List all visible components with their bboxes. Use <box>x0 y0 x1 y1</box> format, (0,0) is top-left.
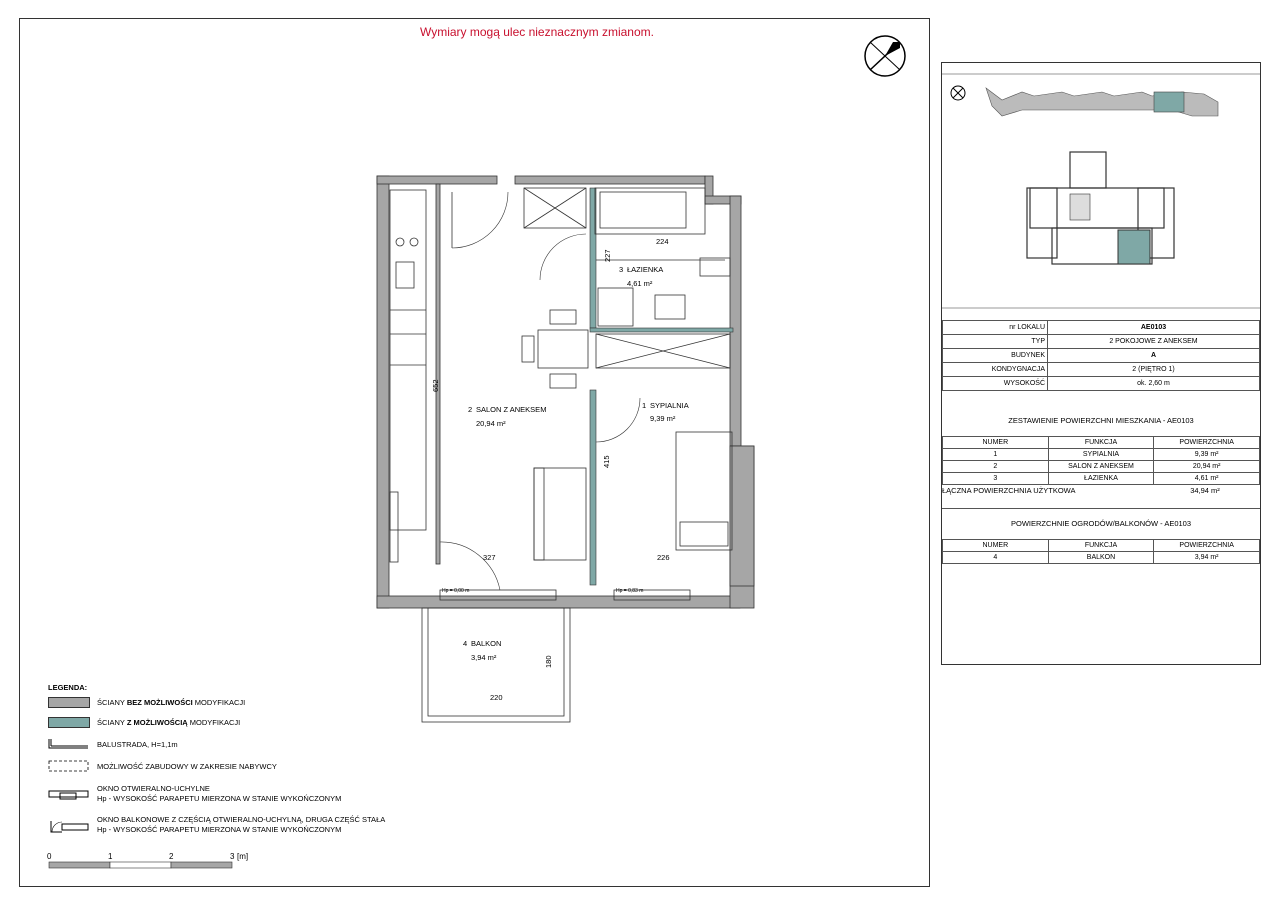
legend-window2: OKNO BALKONOWE Z CZĘŚCIĄ OTWIERALNO-UCHYLNĄ, DRUGA CZĘŚĆ STAŁA <box>97 815 386 824</box>
dim-415: 415 <box>602 455 611 468</box>
dim-652: 652 <box>431 379 440 392</box>
table-header: FUNKCJA <box>1048 540 1154 552</box>
info-row <box>943 349 1260 363</box>
info-table <box>942 320 1260 391</box>
legend-walls-mod: ŚCIANY Z MOŻLIWOŚCIĄ MODYFIKACJI <box>97 718 241 727</box>
legend-balustrade: BALUSTRADA, H=1,1m <box>97 740 178 749</box>
room-label-sypialnia <box>642 401 689 423</box>
legend-window2-hp: Hp - WYSOKOŚĆ PARAPETU MIERZONA W STANIE WYKOŃCZONYM <box>97 825 342 834</box>
svg-text:ŁAZIENKA: ŁAZIENKA <box>627 265 664 274</box>
summary-table <box>942 436 1260 485</box>
floor-plan <box>370 170 760 730</box>
info-label: WYSOKOŚĆ <box>943 377 1048 391</box>
legend-buildout: MOŻLIWOŚĆ ZABUDOWY W ZAKRESIE NABYWCY <box>97 762 277 771</box>
table-header: POWIERZCHNIA <box>1154 437 1260 449</box>
svg-text:SALON Z ANEKSEM: SALON Z ANEKSEM <box>476 405 547 414</box>
window-icon <box>48 788 90 800</box>
table-cell: SYPIALNIA <box>1048 449 1154 461</box>
info-row <box>943 335 1260 349</box>
svg-text:9,39 m²: 9,39 m² <box>650 414 676 423</box>
summary-total-label: ŁĄCZNA POWIERZCHNIA UŻYTKOWA <box>942 486 1076 495</box>
table-header: NUMER <box>943 540 1049 552</box>
svg-text:3: 3 <box>619 265 624 274</box>
dim-220: 220 <box>490 693 503 702</box>
svg-text:BALKON: BALKON <box>471 639 502 648</box>
info-value: ok. 2,60 m <box>1048 377 1260 391</box>
dim-327: 327 <box>483 553 496 562</box>
summary-title: ZESTAWIENIE POWIERZCHNI MIESZKANIA - AE0103 <box>1008 416 1194 425</box>
notice-text: Wymiary mogą ulec nieznacznym zmianom. <box>420 25 654 39</box>
divider <box>942 508 1260 509</box>
info-row <box>943 363 1260 377</box>
room-label-balkon <box>463 639 501 662</box>
scale-unit: [m] <box>237 852 249 861</box>
legend-window1: OKNO OTWIERALNO-UCHYLNE <box>97 784 210 793</box>
info-row <box>943 377 1260 391</box>
table-header-row <box>943 437 1260 449</box>
compass-small-icon <box>951 86 965 100</box>
scale-bar <box>44 850 264 874</box>
table-row <box>943 552 1260 564</box>
table-cell: 3,94 m² <box>1154 552 1260 564</box>
legend-title: LEGENDA: <box>48 683 88 692</box>
window-hp-1: Hp = 0,00 m <box>442 588 470 594</box>
scale-tick-1: 1 <box>108 852 113 861</box>
table-header: NUMER <box>943 437 1049 449</box>
table-cell: 9,39 m² <box>1154 449 1260 461</box>
balcony-window-icon <box>48 818 90 838</box>
north-arrow-icon <box>862 34 908 80</box>
summary-total-value: 34,94 m² <box>1190 486 1220 495</box>
dim-226: 226 <box>657 553 670 562</box>
table-row <box>943 461 1260 473</box>
table-cell: 3 <box>943 473 1049 485</box>
table-cell: 20,94 m² <box>1154 461 1260 473</box>
window-hp-2: Hp = 0,83 m <box>616 588 644 594</box>
svg-text:2: 2 <box>468 405 473 414</box>
key-plan <box>942 70 1260 310</box>
balustrade-icon <box>48 738 90 750</box>
table-cell: 1 <box>943 449 1049 461</box>
info-value: AE0103 <box>1048 321 1260 335</box>
table-cell: BALKON <box>1048 552 1154 564</box>
table-header: POWIERZCHNIA <box>1154 540 1260 552</box>
svg-text:4: 4 <box>463 639 468 648</box>
table-cell: 4,61 m² <box>1154 473 1260 485</box>
balcony-table <box>942 539 1260 564</box>
table-row <box>943 473 1260 485</box>
room-label-lazienka <box>619 265 663 288</box>
info-value: 2 POKOJOWE Z ANEKSEM <box>1048 335 1260 349</box>
info-row <box>943 321 1260 335</box>
table-cell: ŁAZIENKA <box>1048 473 1154 485</box>
legend-walls-fixed: ŚCIANY BEZ MOŻLIWOŚCI MODYFIKACJI <box>97 698 246 707</box>
room-label-salon <box>468 405 546 428</box>
legend-window1-hp: Hp - WYSOKOŚĆ PARAPETU MIERZONA W STANIE WYKOŃCZONYM <box>97 794 342 803</box>
legend-swatch-fixed <box>48 697 90 708</box>
info-label: KONDYGNACJA <box>943 363 1048 377</box>
info-value: 2 (PIĘTRO 1) <box>1048 363 1260 377</box>
info-label: nr LOKALU <box>943 321 1048 335</box>
svg-text:4,61 m²: 4,61 m² <box>627 279 653 288</box>
table-cell: SALON Z ANEKSEM <box>1048 461 1154 473</box>
dim-180: 180 <box>544 655 553 668</box>
svg-text:3,94 m²: 3,94 m² <box>471 653 497 662</box>
walls-modifiable <box>590 188 733 585</box>
info-label: TYP <box>943 335 1048 349</box>
scale-tick-0: 0 <box>47 852 52 861</box>
balcony-title: POWIERZCHNIE OGRODÓW/BALKONÓW - AE0103 <box>1010 519 1192 528</box>
table-cell: 2 <box>943 461 1049 473</box>
table-cell: 4 <box>943 552 1049 564</box>
dim-224: 224 <box>656 237 669 246</box>
info-value: A <box>1048 349 1260 363</box>
svg-text:1: 1 <box>642 401 647 410</box>
info-label: BUDYNEK <box>943 349 1048 363</box>
dim-227: 227 <box>603 249 612 262</box>
buildout-icon <box>48 760 90 772</box>
scale-tick-2: 2 <box>169 852 174 861</box>
table-header: FUNKCJA <box>1048 437 1154 449</box>
svg-text:20,94 m²: 20,94 m² <box>476 419 506 428</box>
legend-swatch-mod <box>48 717 90 728</box>
table-header-row <box>943 540 1260 552</box>
table-row <box>943 449 1260 461</box>
scale-tick-3: 3 <box>230 852 235 861</box>
svg-text:SYPIALNIA: SYPIALNIA <box>650 401 689 410</box>
